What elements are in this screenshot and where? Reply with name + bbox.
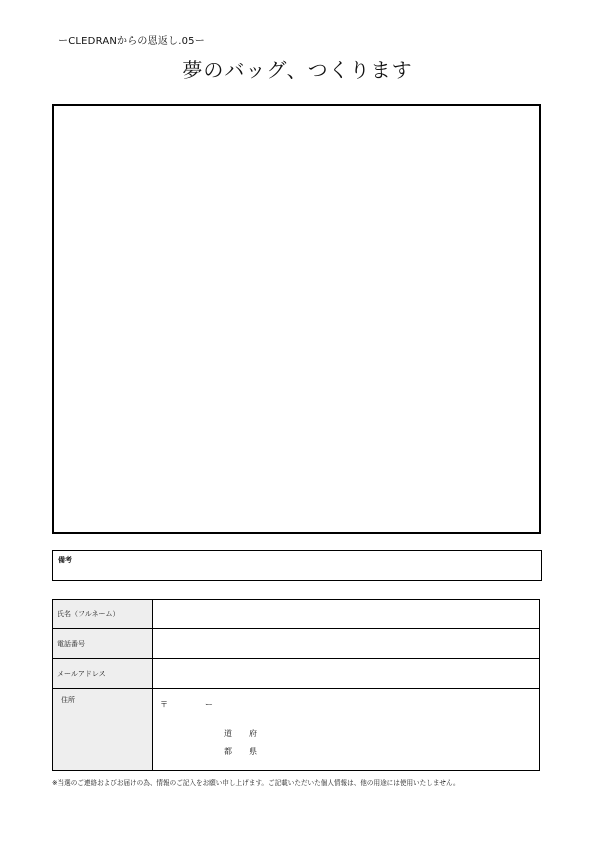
email-field[interactable] [153,659,540,689]
phone-field[interactable] [153,629,540,659]
prefecture-to: 都 [224,747,232,756]
notes-label: 備考 [58,556,72,564]
phone-label: 電話番号 [53,629,153,659]
address-label: 住所 [53,689,153,771]
notes-field[interactable] [52,550,542,581]
privacy-footnote: ※当選のご連絡およびお届けの為、情報のご記入をお願い申し上げます。ご記載いただいた個人情報は、他の用途には使用いたしません。 [52,779,460,787]
bag-drawing-area[interactable] [52,104,541,534]
postal-mark: 〒 [160,700,168,709]
address-field[interactable] [153,689,540,771]
postal-dash: ー [205,700,213,709]
campaign-subtitle: ーCLEDRANからの恩返し.05ー [58,36,205,47]
email-label: メールアドレス [53,659,153,689]
entrant-info-table [52,599,540,771]
name-field[interactable] [153,600,540,629]
name-label: 氏名（フルネーム） [53,600,153,629]
page-title: 夢のバッグ、つくります [182,58,413,82]
prefecture-ken: 県 [249,747,257,756]
prefecture-fu: 府 [249,729,257,738]
prefecture-do: 道 [224,729,232,738]
